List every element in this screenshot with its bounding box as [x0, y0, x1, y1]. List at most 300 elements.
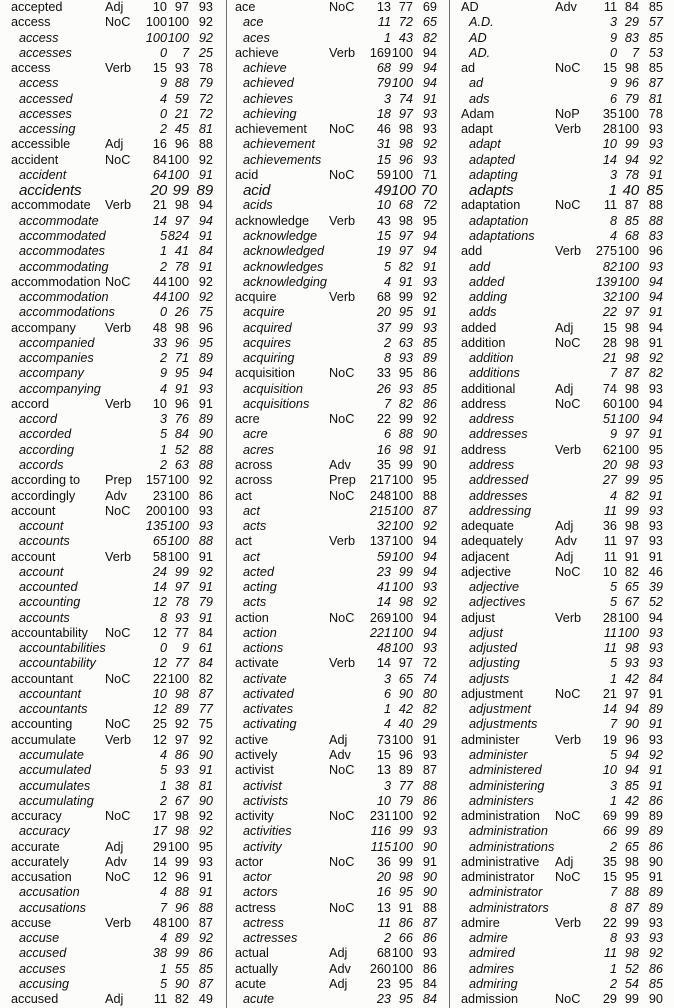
num-col-1: 28 [602, 122, 617, 137]
num-col-3: 39 [648, 580, 663, 595]
num-col-3: 29 [422, 717, 437, 732]
word-form-row [450, 153, 674, 168]
headword-text: act [235, 488, 252, 503]
num-col-2: 100 [167, 534, 189, 549]
num-col-2: 77 [398, 0, 413, 14]
num-col-2: 100 [617, 122, 639, 137]
num-col-2: 100 [167, 274, 189, 289]
num-col-1: 3 [609, 15, 617, 30]
word-form-row [224, 427, 448, 442]
word-form-text: acquired [243, 320, 292, 335]
word-form-text: administrators [469, 900, 549, 915]
num-col-3: 86 [198, 946, 213, 961]
num-col-1: 11 [377, 15, 391, 30]
word-form-text: actors [243, 885, 278, 900]
word-form-row [224, 641, 448, 656]
word-form-row [450, 840, 674, 855]
num-col-3: 93 [422, 641, 437, 656]
num-col-1: 12 [152, 732, 167, 747]
pos-tag: NoC [105, 671, 131, 686]
num-col-2: 100 [391, 488, 413, 503]
num-col-3: 93 [648, 625, 663, 640]
word-form-text: accounts [19, 610, 70, 625]
word-form-row [450, 46, 674, 61]
num-col-3: 69 [422, 0, 437, 14]
headword-row [224, 763, 448, 778]
headword-text: accuracy [11, 809, 62, 824]
num-col-3: 90 [648, 992, 663, 1007]
word-form-row [450, 15, 674, 30]
headword-row [224, 611, 448, 626]
headword-row [224, 214, 448, 229]
pos-tag: NoC [329, 412, 355, 427]
num-col-3: 89 [648, 809, 663, 824]
num-col-3: 94 [648, 610, 663, 625]
num-col-2: 100 [617, 106, 639, 121]
headword-row [224, 0, 448, 15]
word-form-row [0, 427, 224, 442]
num-col-3: 93 [648, 915, 663, 930]
headword-row [0, 717, 224, 732]
num-col-1: 32 [376, 519, 391, 534]
word-form-text: accounted [19, 580, 78, 595]
headword-text: act [235, 534, 252, 549]
word-form-row [224, 153, 448, 168]
word-form-text: added [469, 274, 505, 289]
num-col-3: 93 [198, 519, 213, 534]
num-col-2: 99 [624, 809, 639, 824]
num-col-1: 11 [377, 915, 391, 930]
word-form-text: administrations [469, 839, 555, 854]
pos-tag: NoC [105, 717, 131, 732]
num-col-1: 20 [376, 870, 391, 885]
num-col-2: 98 [624, 457, 639, 472]
num-col-3: 88 [198, 457, 213, 472]
word-form-text: actor [243, 870, 272, 885]
pos-tag: Adv [329, 748, 351, 763]
headword-text: account [11, 549, 56, 564]
word-form-row [0, 351, 224, 366]
num-col-2: 96 [624, 76, 639, 91]
headword-row [0, 550, 224, 565]
num-col-3: 92 [648, 748, 663, 763]
headword-row [450, 687, 674, 702]
num-col-2: 100 [391, 961, 413, 976]
pos-tag: Adj [329, 732, 348, 747]
num-col-3: 93 [198, 381, 213, 396]
num-col-1: 13 [376, 763, 391, 778]
num-col-2: 93 [624, 931, 639, 946]
num-col-2: 100 [167, 30, 189, 45]
headword-text: activity [235, 809, 274, 824]
num-col-2: 95 [398, 305, 413, 320]
num-col-2: 42 [398, 702, 413, 717]
word-form-row [0, 519, 224, 534]
word-form-row [224, 31, 448, 46]
word-form-text: address [469, 457, 515, 472]
num-col-3: 93 [648, 137, 663, 152]
pos-tag: Adj [329, 977, 348, 991]
word-form-text: adapted [469, 152, 515, 167]
headword-row [450, 870, 674, 885]
num-col-1: 7 [383, 396, 391, 411]
word-form-row [450, 702, 674, 717]
word-form-text: acquire [243, 305, 285, 320]
num-col-3: 90 [198, 793, 213, 808]
pos-tag: Adj [329, 946, 348, 961]
num-col-1: 6 [383, 686, 391, 701]
word-form-row [224, 519, 448, 534]
word-form-text: activating [243, 717, 297, 732]
num-col-1: 0 [159, 305, 167, 320]
num-col-1: 10 [602, 137, 617, 152]
word-form-row [224, 687, 448, 702]
num-col-3: 93 [422, 824, 437, 839]
headword-text: adaptation [461, 198, 521, 213]
num-col-2: 100 [167, 488, 189, 503]
word-form-text: achievement [243, 137, 315, 152]
num-col-3: 93 [648, 931, 663, 946]
word-form-row [450, 656, 674, 671]
num-col-3: 93 [198, 503, 213, 518]
word-form-row [224, 137, 448, 152]
num-col-2: 96 [174, 137, 189, 152]
word-form-row [450, 504, 674, 519]
headword-text: ace [235, 0, 256, 14]
num-col-2: 63 [174, 457, 189, 472]
word-form-text: actresses [243, 931, 298, 946]
num-col-3: 84 [198, 625, 213, 640]
word-form-row [224, 61, 448, 76]
word-form-text: AD. [469, 45, 491, 60]
headword-row [450, 336, 674, 351]
num-col-1: 66 [602, 824, 617, 839]
word-form-row [450, 489, 674, 504]
word-form-row [450, 962, 674, 977]
num-col-2: 43 [398, 30, 413, 45]
num-col-2: 100 [167, 503, 189, 518]
num-col-1: 29 [602, 992, 617, 1007]
num-col-3: 89 [648, 824, 663, 839]
headword-row [224, 946, 448, 961]
num-col-1: 5 [159, 228, 167, 243]
headword-text: accusation [11, 870, 72, 885]
word-form-text: accumulating [19, 793, 94, 808]
headword-text: address [461, 396, 507, 411]
num-col-2: 63 [398, 335, 413, 350]
num-col-2: 97 [398, 656, 413, 671]
num-col-3: 82 [648, 366, 663, 381]
num-col-3: 93 [648, 457, 663, 472]
pos-tag: NoC [105, 152, 131, 167]
word-form-text: adapts [469, 182, 514, 200]
word-form-text: adjusts [469, 671, 510, 686]
num-col-3: 93 [422, 748, 437, 763]
num-col-1: 1 [609, 793, 617, 808]
num-col-1: 3 [383, 778, 391, 793]
word-form-text: acknowledges [243, 259, 324, 274]
num-col-3: 79 [198, 595, 213, 610]
word-form-text: accommodated [19, 228, 106, 243]
num-col-1: 58 [152, 549, 167, 564]
headword-text: actively [235, 748, 278, 763]
headword-row [0, 672, 224, 687]
num-col-1: 28 [602, 610, 617, 625]
num-col-2: 90 [398, 686, 413, 701]
num-col-1: 36 [602, 519, 617, 534]
headword-text: AD [461, 0, 479, 14]
num-col-2: 65 [624, 839, 639, 854]
num-col-3: 90 [422, 457, 437, 472]
num-col-2: 99 [624, 992, 639, 1007]
num-col-1: 22 [376, 412, 391, 427]
word-form-text: aces [243, 30, 270, 45]
num-col-3: 91 [648, 427, 663, 442]
num-col-1: 51 [602, 412, 617, 427]
headword-text: actor [235, 854, 264, 869]
num-col-3: 94 [648, 320, 663, 335]
num-col-3: 25 [198, 45, 213, 60]
headword-row [224, 901, 448, 916]
word-form-row [0, 46, 224, 61]
num-col-3: 91 [198, 885, 213, 900]
num-col-3: 85 [422, 335, 437, 350]
word-form-row [0, 305, 224, 320]
num-col-1: 5 [383, 259, 391, 274]
word-form-text: addresses [469, 488, 528, 503]
word-form-text: adds [469, 305, 497, 320]
num-col-1: 5 [609, 595, 617, 610]
word-form-row [224, 183, 448, 198]
num-col-3: 85 [648, 61, 663, 76]
num-col-3: 89 [648, 702, 663, 717]
word-form-text: accountants [19, 702, 88, 717]
num-col-2: 7 [181, 45, 189, 60]
word-form-row [450, 214, 674, 229]
word-form-text: activist [243, 778, 282, 793]
word-form-text: accounts [19, 534, 70, 549]
word-form-text: address [469, 412, 515, 427]
num-col-1: 9 [609, 76, 617, 91]
num-col-3: 84 [422, 992, 437, 1007]
num-col-2: 98 [624, 381, 639, 396]
num-col-3: 94 [422, 228, 437, 243]
num-col-2: 100 [617, 259, 639, 274]
num-col-3: 92 [198, 732, 213, 747]
word-form-text: AD [469, 30, 487, 45]
word-form-row [0, 92, 224, 107]
num-col-1: 0 [609, 45, 617, 60]
word-form-row [450, 305, 674, 320]
num-col-3: 72 [422, 656, 437, 671]
headword-row [224, 977, 448, 992]
headword-text: according to [11, 473, 81, 488]
word-form-text: admired [469, 946, 515, 961]
word-form-text: accusations [19, 900, 86, 915]
num-col-1: 14 [152, 213, 167, 228]
num-col-2: 40 [622, 182, 639, 200]
num-col-3: 84 [422, 977, 437, 991]
num-col-1: 38 [152, 946, 167, 961]
headword-text: achieve [235, 45, 279, 60]
num-col-1: 23 [376, 564, 391, 579]
word-form-row [0, 458, 224, 473]
num-col-2: 100 [391, 473, 413, 488]
num-col-3: 90 [422, 870, 437, 885]
word-form-text: accords [19, 457, 64, 472]
word-form-row [224, 717, 448, 732]
num-col-2: 99 [624, 137, 639, 152]
headword-text: acquire [235, 290, 277, 305]
num-col-1: 62 [602, 442, 617, 457]
word-form-text: access [19, 30, 59, 45]
headword-text: adjustment [461, 686, 524, 701]
num-col-3: 93 [422, 122, 437, 137]
num-col-1: 59 [376, 549, 391, 564]
num-col-3: 82 [422, 702, 437, 717]
num-col-1: 22 [602, 305, 617, 320]
headword-row [450, 382, 674, 397]
num-col-3: 49 [198, 992, 213, 1007]
pos-tag: NoC [329, 809, 355, 824]
num-col-3: 94 [198, 213, 213, 228]
num-col-2: 52 [174, 442, 189, 457]
num-col-1: 79 [376, 76, 391, 91]
num-col-2: 9 [181, 641, 189, 656]
num-col-1: 3 [609, 167, 617, 182]
num-col-2: 100 [391, 549, 413, 564]
num-col-1: 139 [595, 274, 617, 289]
num-col-2: 21 [174, 106, 189, 121]
headword-row [450, 565, 674, 580]
pos-tag: Adj [105, 0, 124, 14]
num-col-2: 100 [391, 610, 413, 625]
word-form-text: ace [243, 15, 264, 30]
headword-row [0, 840, 224, 855]
word-form-row [450, 76, 674, 91]
pos-tag: Adv [329, 961, 351, 976]
num-col-1: 2 [383, 931, 391, 946]
num-col-1: 115 [370, 839, 391, 854]
word-form-text: accesses [19, 106, 72, 121]
word-form-text: adapting [469, 167, 518, 182]
num-col-2: 78 [624, 167, 639, 182]
num-col-1: 269 [369, 610, 391, 625]
num-col-2: 98 [398, 137, 413, 152]
headword-row [0, 397, 224, 412]
num-col-2: 98 [174, 198, 189, 213]
headword-text: administrative [461, 854, 540, 869]
num-col-2: 100 [167, 839, 189, 854]
num-col-1: 74 [602, 381, 617, 396]
num-col-1: 17 [152, 809, 167, 824]
word-form-row [224, 565, 448, 580]
word-form-text: acquires [243, 335, 291, 350]
num-col-2: 82 [624, 488, 639, 503]
word-form-row [450, 229, 674, 244]
column-2 [224, 0, 448, 1008]
word-form-row [224, 244, 448, 259]
num-col-2: 97 [174, 213, 189, 228]
word-form-row [450, 748, 674, 763]
word-form-row [450, 763, 674, 778]
headword-text: accessible [11, 137, 71, 152]
num-col-2: 100 [617, 610, 639, 625]
headword-text: access [11, 15, 51, 30]
num-col-2: 94 [624, 152, 639, 167]
num-col-3: 86 [648, 961, 663, 976]
num-col-3: 90 [422, 885, 437, 900]
num-col-3: 75 [198, 717, 213, 732]
word-form-row [450, 260, 674, 275]
num-col-3: 88 [198, 442, 213, 457]
num-col-1: 11 [603, 625, 617, 640]
num-col-3: 86 [422, 961, 437, 976]
num-col-3: 92 [422, 595, 437, 610]
num-col-3: 92 [422, 519, 437, 534]
num-col-2: 97 [624, 427, 639, 442]
num-col-3: 93 [198, 0, 213, 14]
word-form-row [0, 443, 224, 458]
headword-text: accurately [11, 854, 69, 869]
num-col-2: 98 [624, 320, 639, 335]
word-form-row [224, 275, 448, 290]
num-col-1: 68 [376, 61, 391, 76]
word-form-row [224, 626, 448, 641]
num-col-2: 99 [398, 320, 413, 335]
num-col-3: 78 [648, 106, 663, 121]
word-form-row [450, 412, 674, 427]
num-col-3: 87 [422, 503, 437, 518]
word-form-row [450, 824, 674, 839]
num-col-2: 85 [624, 778, 639, 793]
num-col-2: 98 [174, 320, 189, 335]
word-form-row [0, 290, 224, 305]
headword-row [450, 534, 674, 549]
num-col-1: 4 [383, 274, 391, 289]
word-form-text: actions [243, 641, 284, 656]
num-col-3: 95 [198, 335, 213, 350]
num-col-3: 72 [198, 91, 213, 106]
word-form-row [0, 824, 224, 839]
num-col-2: 97 [624, 534, 639, 549]
word-form-text: accompanied [19, 335, 95, 350]
num-col-3: 94 [422, 45, 437, 60]
num-col-3: 94 [648, 274, 663, 289]
num-col-2: 100 [391, 732, 413, 747]
word-form-row [224, 92, 448, 107]
word-form-text: account [19, 519, 64, 534]
num-col-1: 46 [376, 122, 391, 137]
num-col-1: 35 [602, 854, 617, 869]
num-col-1: 4 [609, 228, 617, 243]
num-col-1: 4 [159, 748, 167, 763]
word-form-row [0, 748, 224, 763]
headword-text: add [461, 244, 483, 259]
num-col-3: 92 [198, 931, 213, 946]
num-col-3: 88 [648, 198, 663, 213]
pos-tag: NoC [555, 870, 581, 885]
num-col-2: 100 [391, 503, 413, 518]
num-col-1: 60 [602, 396, 617, 411]
num-col-2: 89 [174, 931, 189, 946]
word-form-text: adjusted [469, 641, 517, 656]
num-col-3: 94 [648, 412, 663, 427]
pos-tag: Adv [555, 534, 577, 549]
num-col-1: 3 [383, 91, 391, 106]
headword-row [0, 626, 224, 641]
num-col-1: 10 [376, 198, 391, 213]
